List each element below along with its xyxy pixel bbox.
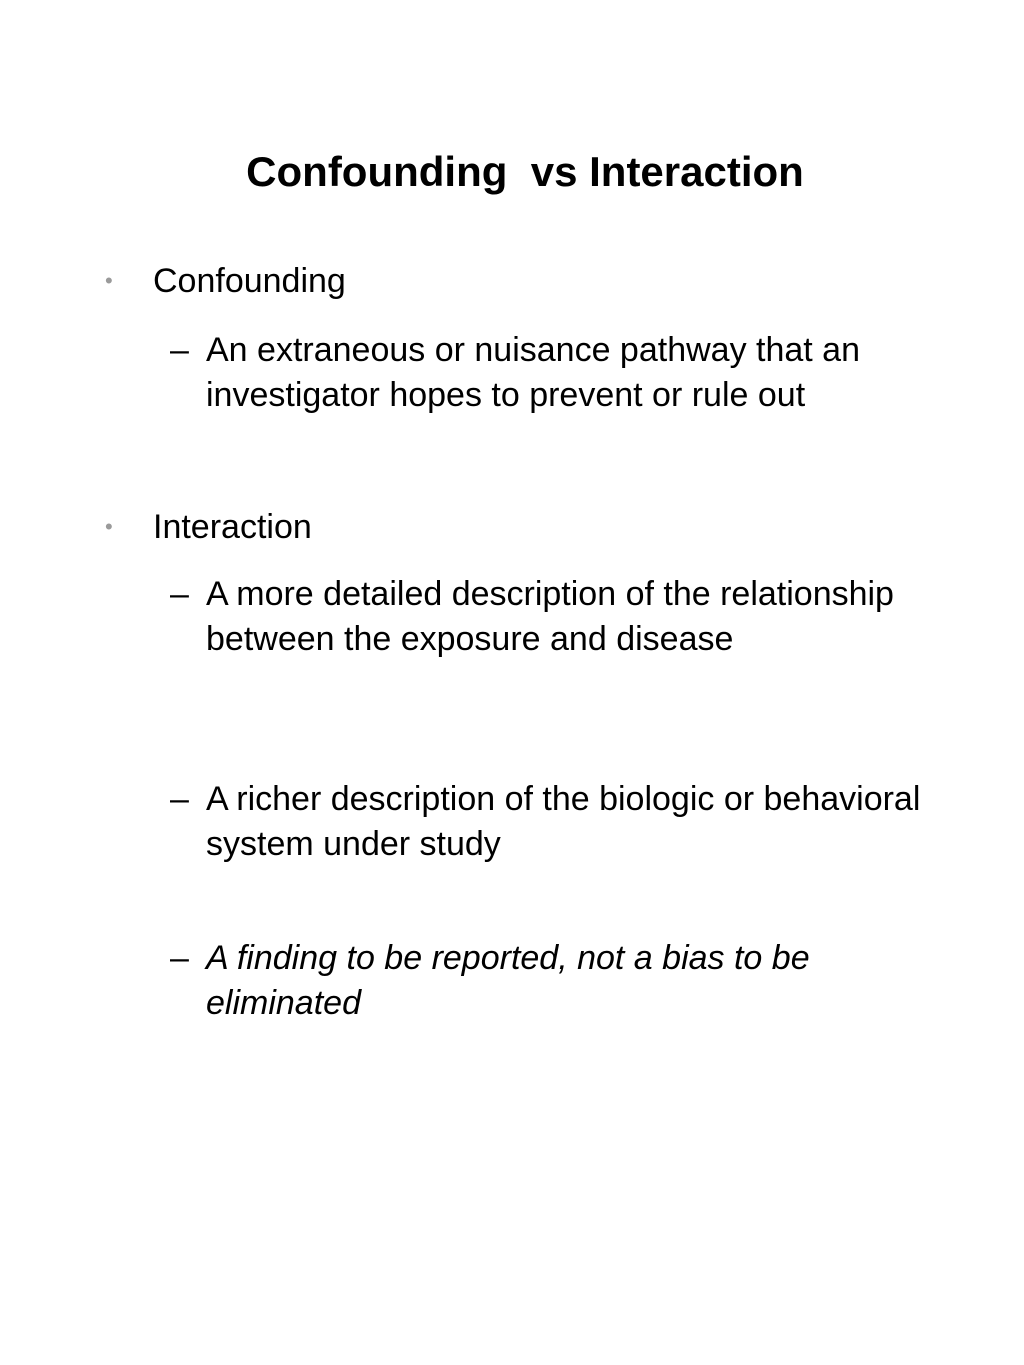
subpoint-marker: – xyxy=(170,331,189,369)
subpoint-text: An extraneous or nuisance pathway that an investigator hopes to prevent or rule out xyxy=(206,331,860,414)
subpoint-text: A finding to be reported, not a bias to be eliminated xyxy=(206,939,810,1022)
subpoint-text: A richer description of the biologic or behavioral system under study xyxy=(206,780,921,863)
subpoint-marker: – xyxy=(170,575,189,613)
bullet-label-interaction: Interaction xyxy=(153,508,312,546)
bullet-confounding xyxy=(105,261,346,301)
subpoint-interaction-detailed xyxy=(170,572,970,662)
subpoint-marker: – xyxy=(170,939,189,977)
slide-title: Confounding vs Interaction xyxy=(246,148,804,195)
subpoint-interaction-finding xyxy=(170,936,970,1026)
bullet-label-confounding: Confounding xyxy=(153,262,346,300)
bullet-marker: • xyxy=(105,514,113,539)
bullet-interaction xyxy=(105,507,312,547)
bullet-marker: • xyxy=(105,268,113,293)
subpoint-interaction-richer xyxy=(170,777,970,867)
subpoint-marker: – xyxy=(170,780,189,818)
subpoint-confounding-definition xyxy=(170,328,970,418)
subpoint-text: A more detailed description of the relationship between the exposure and disease xyxy=(206,575,894,658)
